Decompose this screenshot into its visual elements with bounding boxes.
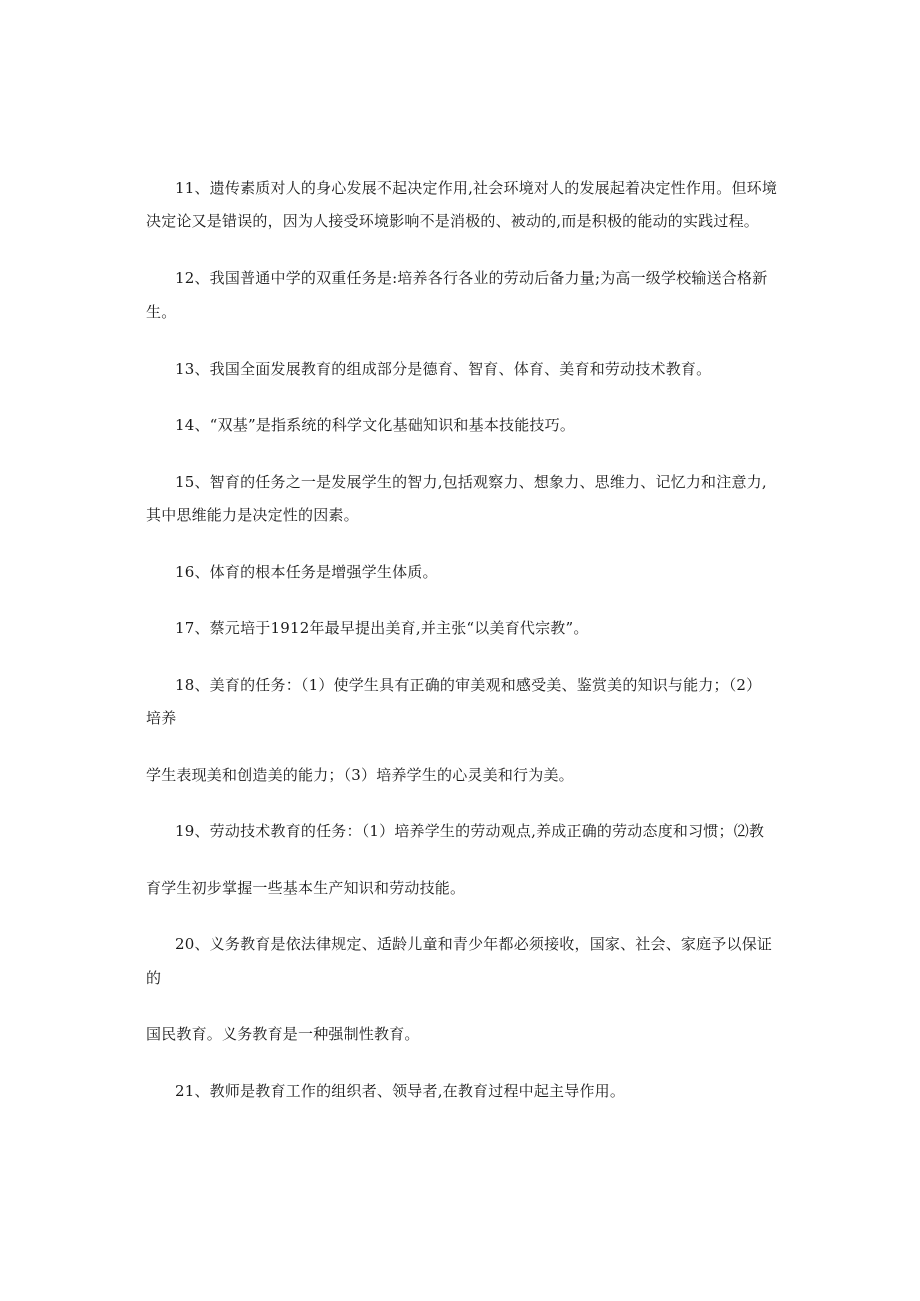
item-16: 16、体育的根本任务是增强学生体质。 xyxy=(175,563,438,581)
item-18-line-1: 18、美育的任务：（1）使学生具有正确的审美观和感受美、鉴赏美的知识与能力；（2） xyxy=(175,676,762,694)
item-11-line-2: 决定论又是错误的，因为人接受环境影响不是消极的、被动的,而是积极的能动的实践过程。 xyxy=(146,212,759,230)
item-14: 14、“双基”是指系统的科学文化基础知识和基本技能技巧。 xyxy=(175,416,576,434)
item-17: 17、蔡元培于1912年最早提出美育,并主张“以美育代宗教”。 xyxy=(175,619,589,637)
item-21: 21、教师是教育工作的组织者、领导者,在教育过程中起主导作用。 xyxy=(175,1082,626,1100)
item-19: 19、劳动技术教育的任务：（1）培养学生的劳动观点,养成正确的劳动态度和习惯；⑵教 xyxy=(175,822,765,840)
item-13: 13、我国全面发展教育的组成部分是德育、智育、体育、美育和劳动技术教育。 xyxy=(175,360,712,378)
item-11-line-1: 11、遗传素质对人的身心发展不起决定作用,社会环境对人的发展起着决定性作用。但环境 xyxy=(175,179,778,197)
item-15-line-1: 15、智育的任务之一是发展学生的智力,包括观察力、想象力、思维力、记忆力和注意力, xyxy=(175,473,767,491)
item-19-continuation: 育学生初步掌握一些基本生产知识和劳动技能。 xyxy=(146,879,466,897)
item-20-line-2: 的 xyxy=(146,969,162,987)
item-15-line-2: 其中思维能力是决定性的因素。 xyxy=(146,506,359,524)
item-12-line-1: 12、我国普通中学的双重任务是:培养各行各业的劳动后备力量;为高一级学校输送合格新 xyxy=(175,269,768,287)
item-18-line-2: 培养 xyxy=(146,709,177,727)
item-20-line-1: 20、义务教育是依法律规定、适龄儿童和青少年都必须接收，国家、社会、家庭予以保证 xyxy=(175,935,773,953)
item-12-line-2: 生。 xyxy=(146,303,177,321)
item-20-continuation: 国民教育。义务教育是一种强制性教育。 xyxy=(146,1025,420,1043)
item-18-continuation: 学生表现美和创造美的能力；（3）培养学生的心灵美和行为美。 xyxy=(146,766,574,784)
